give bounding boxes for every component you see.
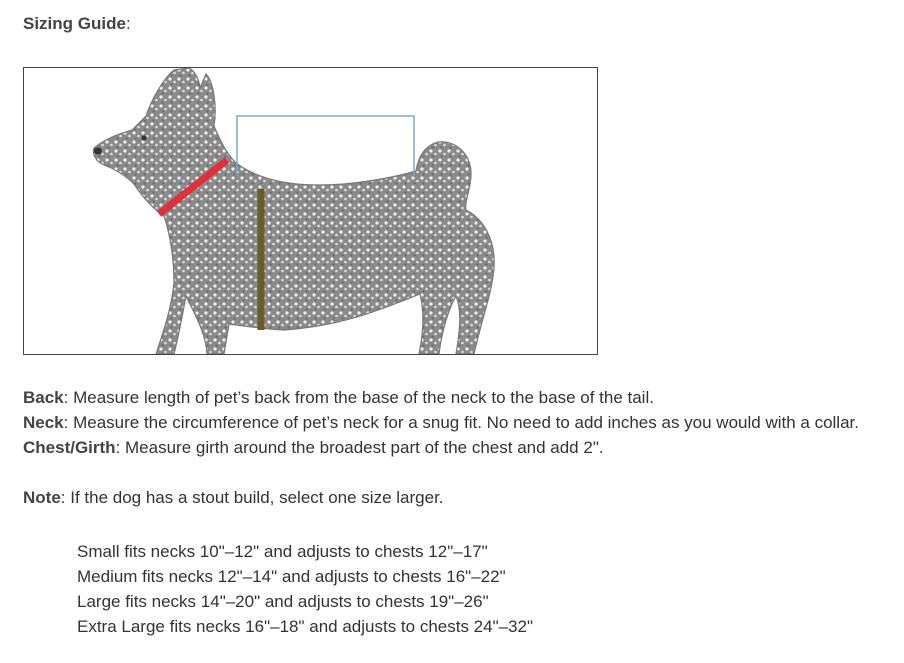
dog-eye xyxy=(142,136,147,141)
definition-text: : Measure girth around the broadest part of the chest and add 2". xyxy=(115,438,604,457)
definition-text: : Measure length of pet’s back from the base of the neck to the base of the tail. xyxy=(63,388,654,407)
note-term: Note xyxy=(23,488,61,507)
measurement-definitions xyxy=(23,385,859,460)
heading-colon: : xyxy=(125,14,131,33)
definition-term: Neck xyxy=(23,413,64,432)
size-small: Small fits necks 10"–12" and adjusts to chests 12"–17" xyxy=(77,542,488,561)
dog-nose xyxy=(94,148,102,155)
size-extra-large: Extra Large fits necks 16"–18" and adjusts to chests 24"–32" xyxy=(77,617,534,636)
dog-measurement-diagram xyxy=(23,67,598,355)
definition-text: : Measure the circumference of pet’s neck for a snug fit. No need to add inches as you would with a collar. xyxy=(63,413,859,432)
heading-label: Sizing Guide xyxy=(23,14,126,33)
size-medium: Medium fits necks 12"–14" and adjusts to chests 16"–22" xyxy=(77,567,506,586)
size-large: Large fits necks 14"–20" and adjusts to chests 19"–26" xyxy=(77,592,489,611)
note-text: : If the dog has a stout build, select one size larger. xyxy=(60,488,444,507)
definition-back xyxy=(23,385,859,410)
sizing-guide-heading xyxy=(23,14,131,34)
definition-term: Chest/Girth xyxy=(23,438,116,457)
definition-term: Back xyxy=(23,388,64,407)
definition-neck xyxy=(23,410,859,435)
back-measurement-bracket xyxy=(237,116,414,176)
sizing-note xyxy=(23,485,444,510)
size-list xyxy=(77,539,533,639)
definition-chest-girth xyxy=(23,435,859,460)
dog-body-silhouette xyxy=(93,68,494,354)
